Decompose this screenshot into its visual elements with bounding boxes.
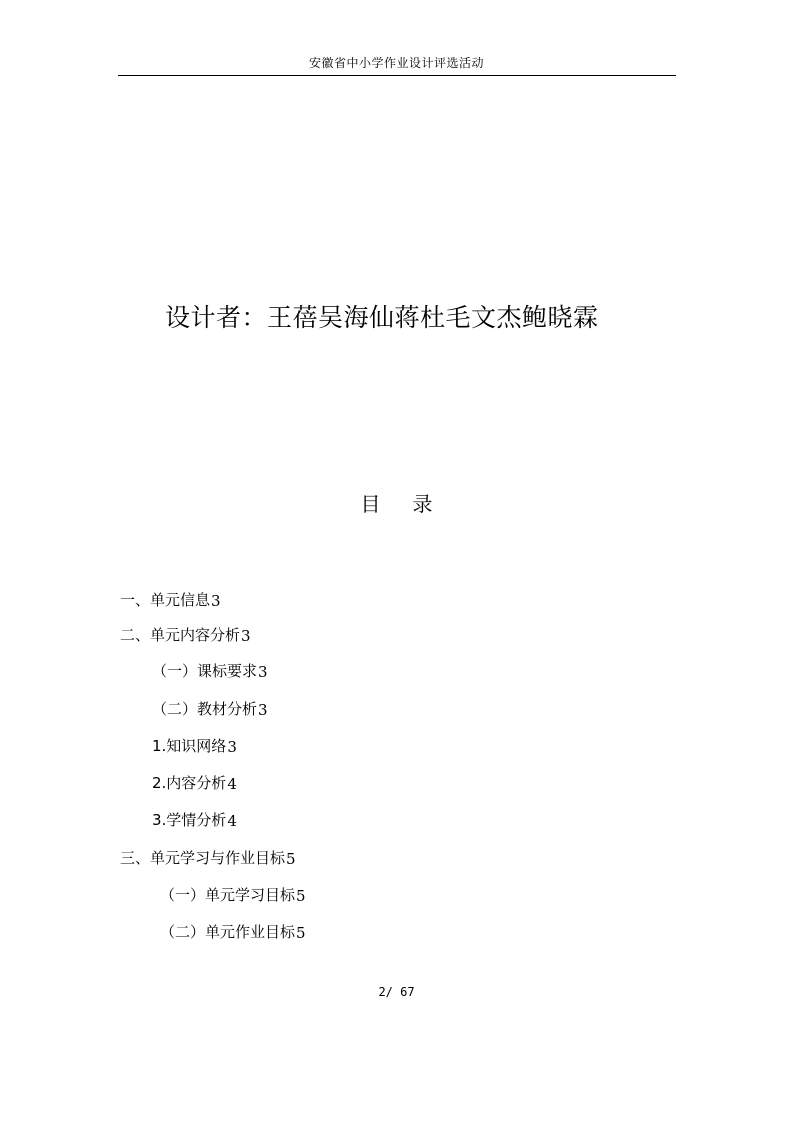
- toc-entry-label: （二）教材分析: [152, 700, 258, 718]
- designer-credit: 设计者：王蓓吴海仙蒋杜毛文杰鲍晓霖: [165, 303, 599, 332]
- toc-heading: 目录: [360, 492, 465, 516]
- toc-entry-page: 5: [296, 887, 306, 905]
- toc-entry-page: 3: [258, 701, 268, 719]
- toc-entry-label: 1.知识网络: [152, 737, 227, 755]
- page-number: 2/ 67: [378, 985, 415, 999]
- toc-entry-label: 3.学情分析: [152, 811, 227, 829]
- toc-entry-page: 3: [227, 738, 237, 756]
- toc-entry-page: 3: [258, 663, 268, 681]
- toc-entry-label: 2.内容分析: [152, 774, 227, 792]
- toc-entry-label: （一）单元学习目标: [160, 886, 296, 904]
- toc-entry-label: （一）课标要求: [152, 662, 258, 680]
- toc-entry-page: 3: [211, 592, 221, 610]
- toc-entry-label: （二）单元作业目标: [160, 923, 296, 941]
- toc-entry-page: 4: [227, 775, 237, 793]
- page-header-title: 安徽省中小学作业设计评选活动: [308, 56, 484, 70]
- toc-entry-label: 二、单元内容分析: [120, 626, 241, 644]
- toc-entry-label: 三、单元学习与作业目标: [120, 849, 286, 867]
- toc-entry-page: 3: [241, 627, 251, 645]
- toc-entry-page: 5: [296, 924, 306, 942]
- toc-entry-page: 4: [227, 812, 237, 830]
- toc-entry-label: 一、单元信息: [120, 591, 211, 609]
- toc-entry-page: 5: [286, 850, 296, 868]
- header-divider: [118, 75, 676, 76]
